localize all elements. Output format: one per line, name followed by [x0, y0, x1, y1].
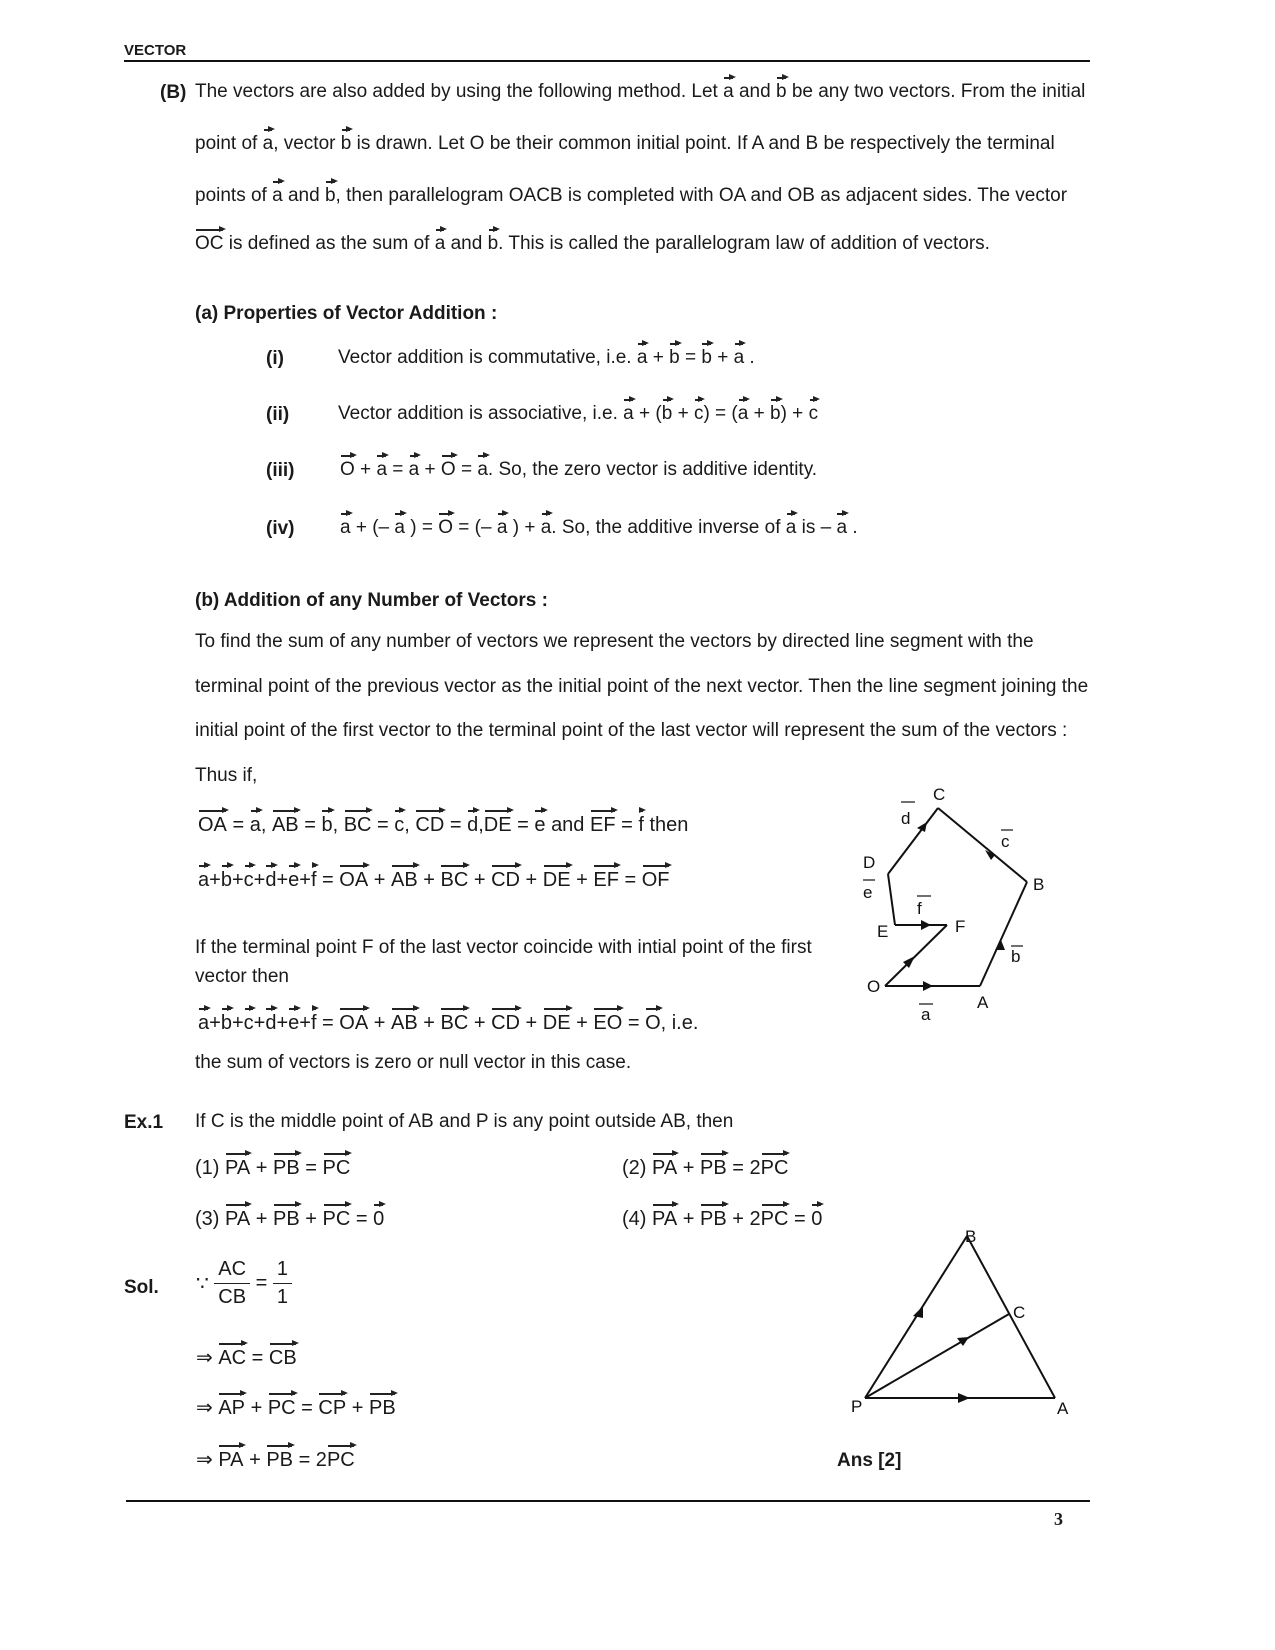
option-2: (2) PA + PB = 2PC [622, 1157, 789, 1179]
part-b-line-2: point of a, vector b is drawn. Let O be their common initial point. If A and B be respectively the terminal [195, 133, 1055, 154]
addition-para-2: terminal point of the previous vector as the initial point of the next vector. Then the line segment joining the [195, 676, 1089, 697]
example-question: If C is the middle point of AB and P is any point outside AB, then [195, 1111, 734, 1132]
tri-point-p: P [851, 1397, 863, 1416]
vector-sum-zero: a+b+c+d+e+f = OA + AB + BC + CD + DE + EO = O, i.e. [198, 1012, 699, 1034]
solution-step-1: ⇒ AC = CB [196, 1347, 297, 1369]
tri-point-c: C [1013, 1303, 1026, 1322]
solution-ratio: ∵ $\frac{AC}{CB}$ = $\frac{1}{1}$ [196, 1258, 292, 1309]
addition-title: (b) Addition of any Number of Vectors : [195, 590, 548, 611]
point-c: C [933, 785, 946, 804]
header-rule [124, 60, 1090, 62]
point-o: O [867, 977, 881, 996]
point-b: B [1033, 875, 1045, 894]
prop-ii-num: (ii) [266, 404, 290, 425]
solution-step-2: ⇒ AP + PC = CP + PB [196, 1397, 396, 1419]
prop-i-text: Vector addition is commutative, i.e. a + b = b + a . [338, 347, 755, 368]
prop-ii-text: Vector addition is associative, i.e. a + (b + c) = (a + b) + c [338, 403, 819, 424]
footer-rule [126, 1500, 1090, 1502]
point-d: D [863, 853, 876, 872]
tri-point-a: A [1057, 1399, 1069, 1418]
prop-iii-num: (iii) [266, 460, 295, 481]
prop-iv-text: a + (– a ) = O = (– a ) + a. So, the additive inverse of a is – a . [340, 517, 858, 538]
prop-iv-num: (iv) [266, 518, 295, 539]
vector-definitions: OA = a, AB = b, BC = c, CD = d,DE = e and EF = f then [198, 814, 689, 836]
prop-iii-text: O + a = a + O = a. So, the zero vector is additive identity. [340, 459, 818, 480]
option-4: (4) PA + PB + 2PC = 0 [622, 1208, 823, 1230]
vec-label-f: f [917, 899, 922, 918]
coincide-line-1: If the terminal point F of the last vector coincide with intial point of the first [195, 937, 812, 958]
vec-label-c: c [1001, 832, 1010, 851]
addition-para-3: initial point of the first vector to the terminal point of the last vector will represent the sum of the vectors : [195, 720, 1068, 741]
null-vector-text: the sum of vectors is zero or null vector in this case. [195, 1052, 632, 1073]
section-header: VECTOR [124, 42, 187, 59]
tri-point-b: B [965, 1227, 977, 1246]
vec-label-e: e [863, 883, 873, 902]
vector-sum-of: a+b+c+d+e+f = OA + AB + BC + CD + DE + EF = OF [198, 869, 670, 891]
arrow-f [921, 920, 931, 930]
vec-label-d: d [901, 809, 911, 828]
vector-polygon-diagram [855, 780, 1055, 1030]
option-3: (3) PA + PB + PC = 0 [195, 1208, 385, 1230]
part-b-line-4: OC is defined as the sum of a and b. This is called the parallelogram law of addition of vectors. [195, 233, 990, 254]
part-b-line-3: points of a and b, then parallelogram OACB is completed with OA and OB as adjacent sides. The vector [195, 185, 1068, 206]
answer: Ans [2] [837, 1450, 902, 1471]
vec-label-b: b [1011, 947, 1021, 966]
thus-if: Thus if, [195, 765, 258, 786]
triangle-diagram [845, 1222, 1075, 1422]
example-label: Ex.1 [124, 1112, 164, 1133]
prop-i-num: (i) [266, 348, 284, 369]
page-number: 3 [1054, 1509, 1063, 1529]
arrow-a [923, 981, 933, 991]
arrow-pa [958, 1393, 970, 1403]
part-b-label: (B) [160, 82, 187, 103]
arrow-pb [913, 1306, 923, 1318]
part-b-line-1: The vectors are also added by using the following method. Let a and b be any two vectors. From the initial [195, 81, 1086, 102]
properties-title: (a) Properties of Vector Addition : [195, 303, 498, 324]
option-1: (1) PA + PB = PC [195, 1157, 351, 1179]
addition-para-1: To find the sum of any number of vectors we represent the vectors by directed line segment with the [195, 631, 1034, 652]
arrow-pc [957, 1337, 969, 1346]
point-f: F [955, 917, 966, 936]
point-a: A [977, 993, 989, 1012]
solution-step-3: ⇒ PA + PB = 2PC [196, 1449, 355, 1471]
vec-label-a: a [921, 1005, 931, 1024]
point-e: E [877, 922, 889, 941]
coincide-line-2: vector then [195, 966, 289, 987]
arrow-d [917, 822, 927, 832]
solution-label: Sol. [124, 1277, 159, 1298]
